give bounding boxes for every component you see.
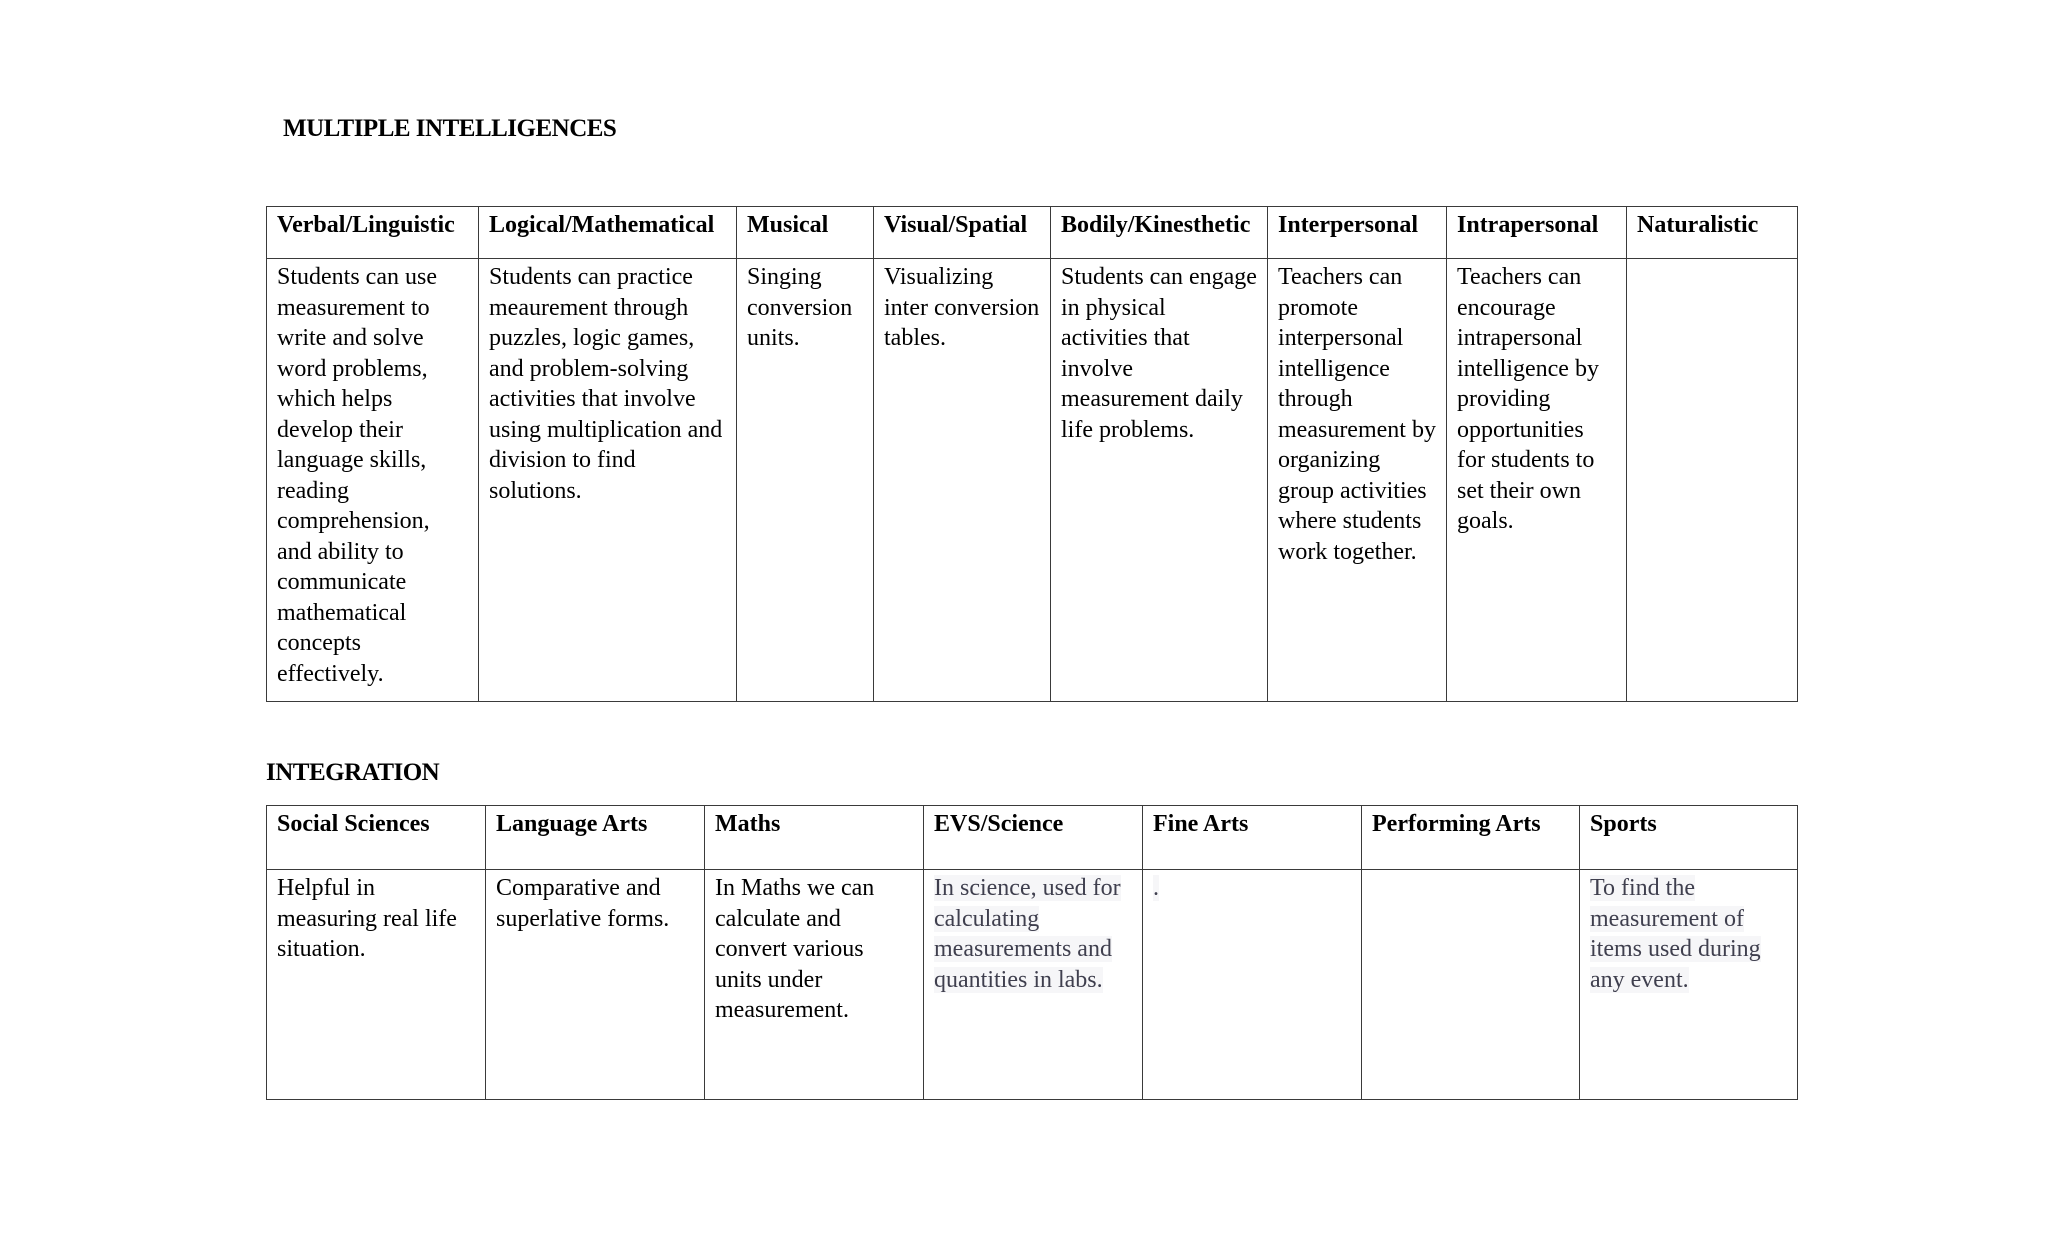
cell-sports-text: To find the measurement of items used during any event. [1590,875,1761,993]
cell-fine-arts [1143,870,1362,1100]
cell-maths: In Maths we can calculate and convert various units under measurement. [705,870,924,1100]
table-row [267,870,1798,1100]
cell-evs-science-text: In science, used for calculating measurements and quantities in labs. [934,875,1121,993]
column-header-performing-arts: Performing Arts [1362,806,1580,870]
cell-visual-spatial: Visualizing inter conversion tables. [874,259,1051,702]
column-header-musical: Musical [737,207,874,259]
column-header-evs-science: EVS/Science [924,806,1143,870]
column-header-fine-arts: Fine Arts [1143,806,1362,870]
cell-evs-science [924,870,1143,1100]
column-header-visual-spatial: Visual/Spatial [874,207,1051,259]
table-row [267,259,1798,702]
column-header-bodily-kinesthetic: Bodily/Kinesthetic [1051,207,1268,259]
cell-interpersonal: Teachers can promote interpersonal intelligence through measurement by organizing group activities where students work together. [1268,259,1447,702]
integration-table [266,805,1798,1100]
cell-social-sciences: Helpful in measuring real life situation. [267,870,486,1100]
integration-heading: INTEGRATION [266,759,440,786]
table-header-row [267,207,1798,259]
column-header-maths: Maths [705,806,924,870]
cell-naturalistic [1627,259,1798,702]
cell-fine-arts-text: . [1153,875,1159,901]
cell-sports [1580,870,1798,1100]
cell-musical: Singing conversion units. [737,259,874,702]
column-header-social-sciences: Social Sciences [267,806,486,870]
column-header-language-arts: Language Arts [486,806,705,870]
cell-intrapersonal: Teachers can encourage intrapersonal intelligence by providing opportunities for students to set their own goals. [1447,259,1627,702]
multiple-intelligences-heading: MULTIPLE INTELLIGENCES [283,115,617,142]
multiple-intelligences-table [266,206,1798,702]
column-header-naturalistic: Naturalistic [1627,207,1798,259]
column-header-interpersonal: Interpersonal [1268,207,1447,259]
cell-performing-arts [1362,870,1580,1100]
column-header-logical-mathematical: Logical/Mathematical [479,207,737,259]
cell-logical-mathematical: Students can practice meaurement through puzzles, logic games, and problem-solving activities that involve using multiplication and division to find solutions. [479,259,737,702]
column-header-intrapersonal: Intrapersonal [1447,207,1627,259]
cell-bodily-kinesthetic: Students can engage in physical activities that involve measurement daily life problems. [1051,259,1268,702]
cell-language-arts: Comparative and superlative forms. [486,870,705,1100]
column-header-verbal-linguistic: Verbal/Linguistic [267,207,479,259]
cell-verbal-linguistic: Students can use measurement to write and solve word problems, which helps develop their language skills, reading comprehension, and ability to communicate mathematical concepts effectively. [267,259,479,702]
table-header-row [267,806,1798,870]
column-header-sports: Sports [1580,806,1798,870]
